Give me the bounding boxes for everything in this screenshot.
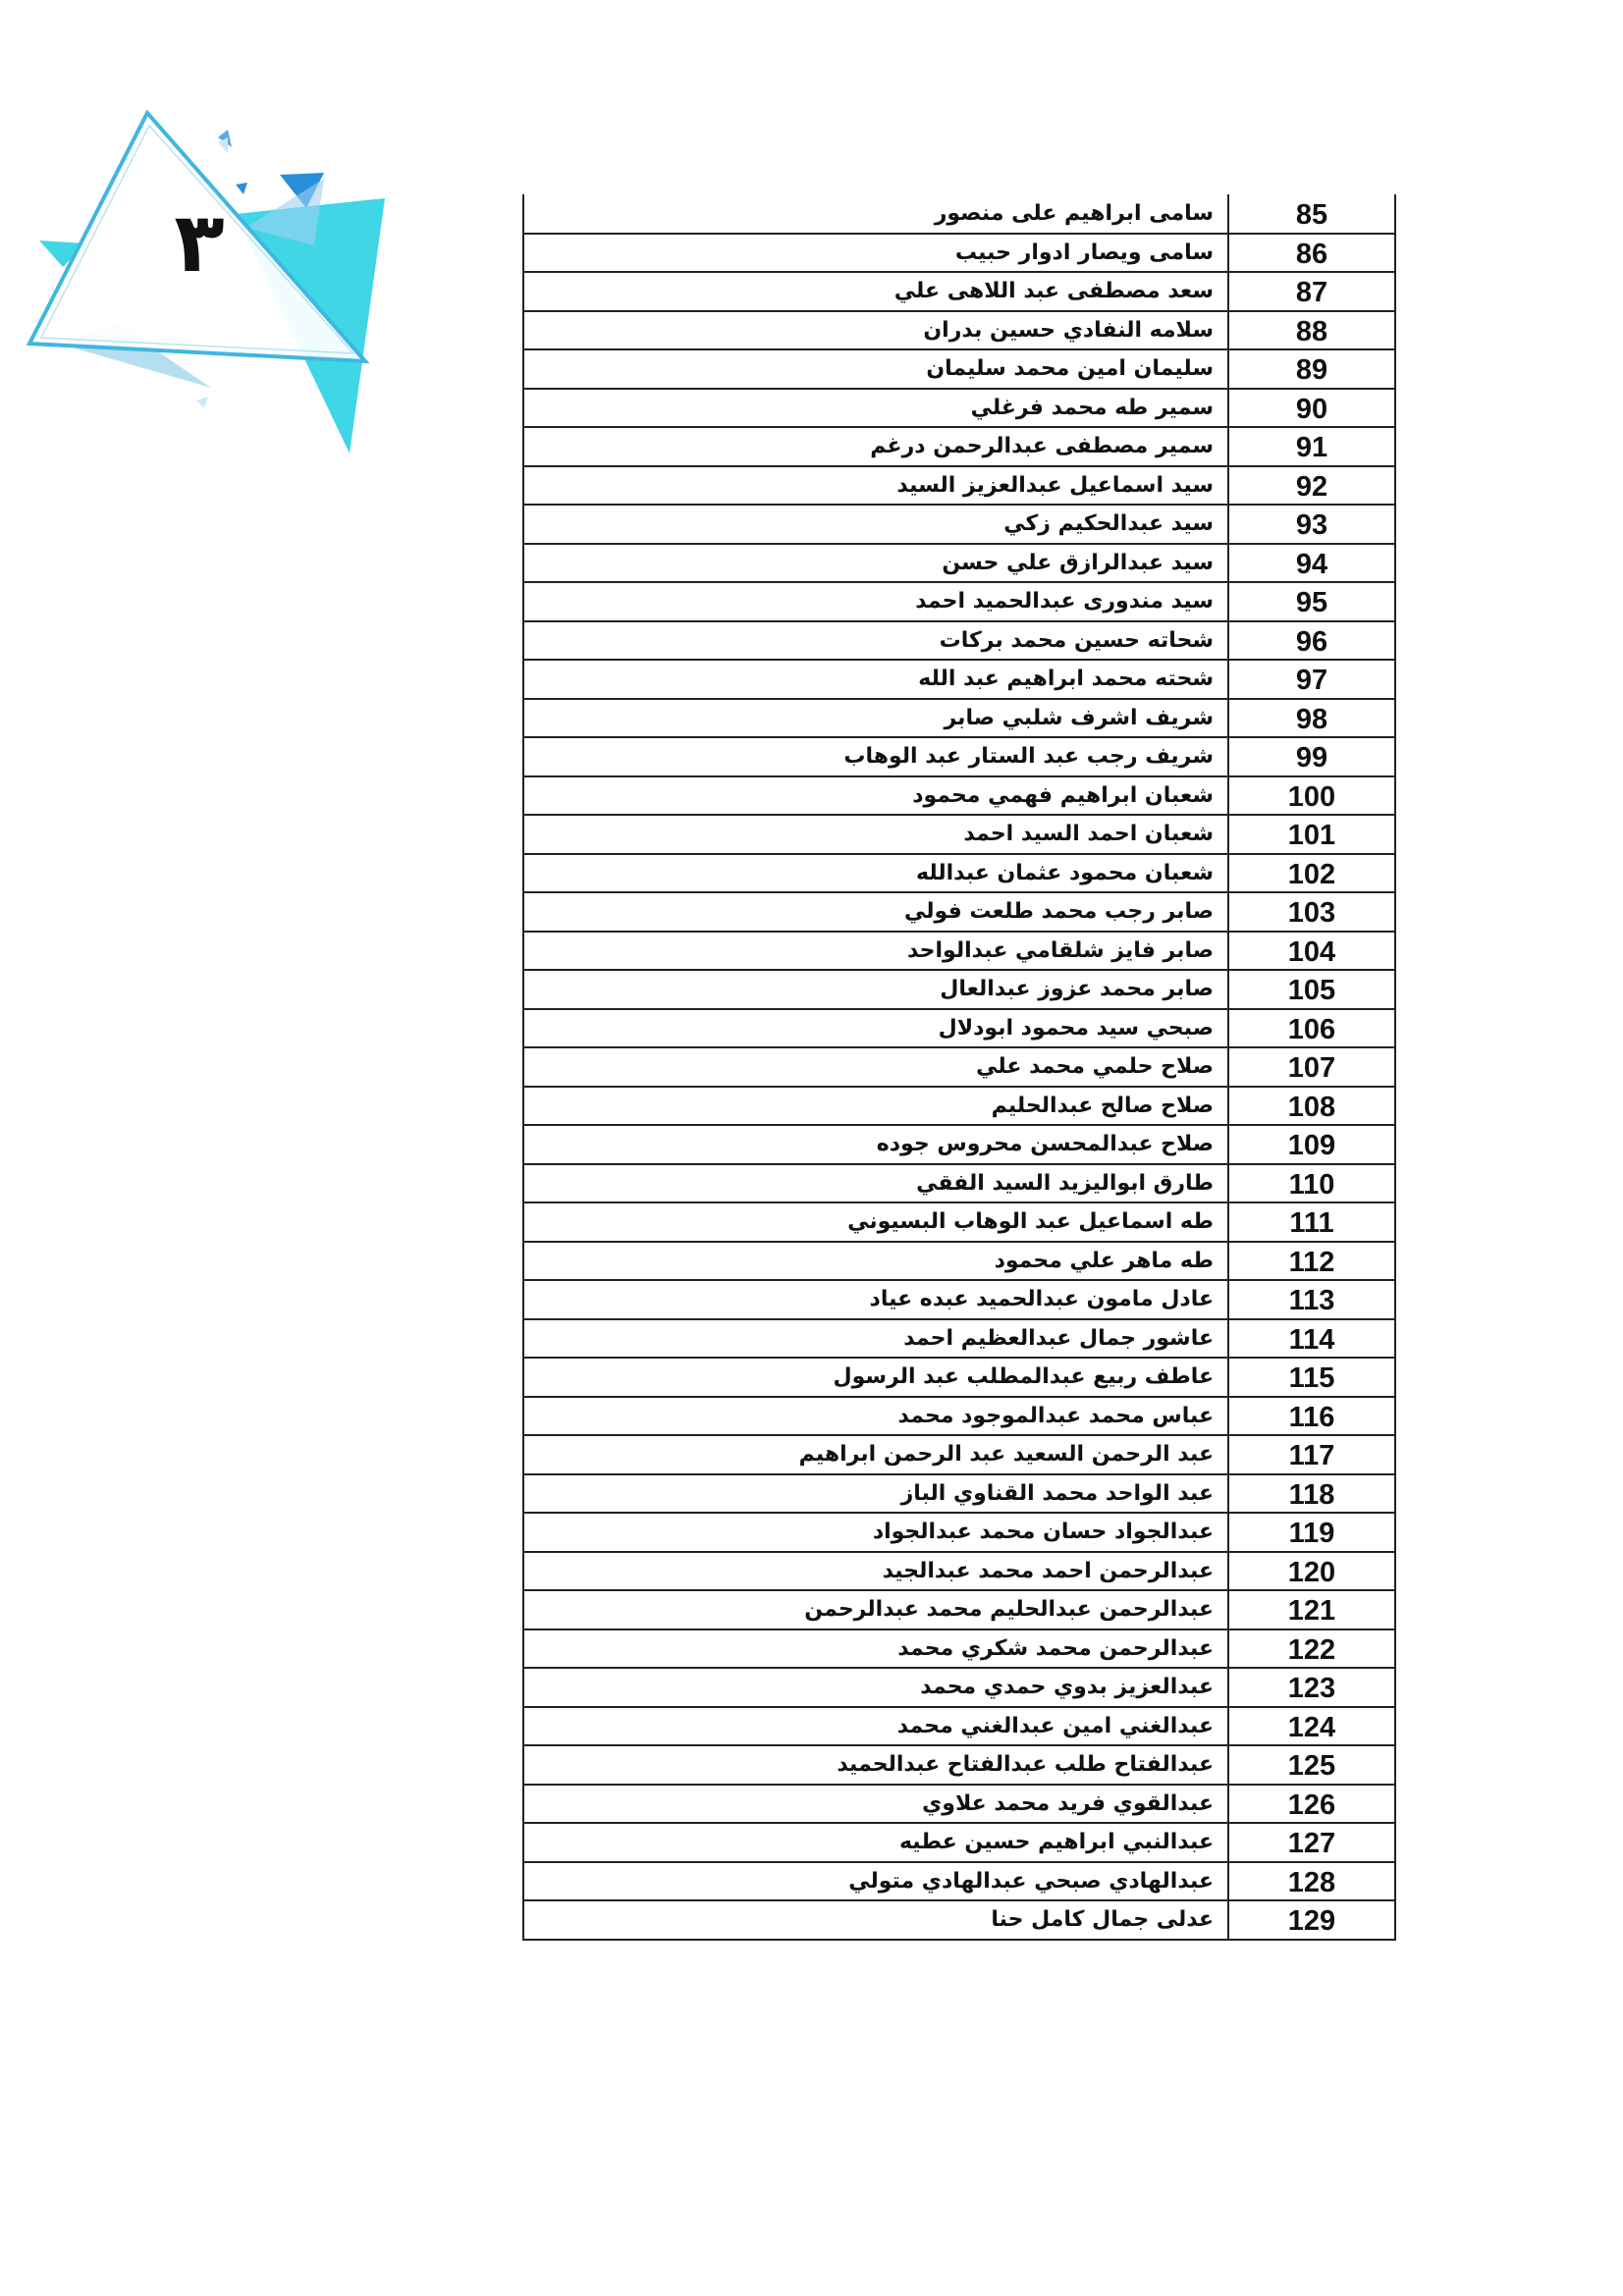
row-name: عدلى جمال كامل حنا (523, 1900, 1228, 1940)
row-number: 121 (1228, 1590, 1395, 1629)
row-name: عبدالرحمن احمد محمد عبدالجيد (523, 1552, 1228, 1591)
row-name: سليمان امين محمد سليمان (523, 349, 1228, 389)
table-row (523, 389, 1395, 428)
table-row (523, 272, 1395, 311)
row-name: صابر فايز شلقامي عبدالواحد (523, 932, 1228, 971)
table-row (523, 1164, 1395, 1203)
row-name: عبدالقوي فريد محمد علاوي (523, 1785, 1228, 1824)
row-name: طه ماهر علي محمود (523, 1242, 1228, 1281)
row-number: 107 (1228, 1047, 1395, 1087)
row-number: 97 (1228, 660, 1395, 699)
row-name: عبدالعزيز بدوي حمدي محمد (523, 1668, 1228, 1707)
row-name: شحته محمد ابراهيم عبد الله (523, 660, 1228, 699)
row-number: 92 (1228, 466, 1395, 506)
table-row (523, 1823, 1395, 1862)
table-row (523, 1397, 1395, 1436)
row-number: 117 (1228, 1435, 1395, 1474)
page-number: ٣ (174, 194, 225, 291)
table-row (523, 1009, 1395, 1048)
row-name: عبدالرحمن عبدالحليم محمد عبدالرحمن (523, 1590, 1228, 1629)
row-name: عبدالغني امين عبدالغني محمد (523, 1707, 1228, 1746)
row-number: 106 (1228, 1009, 1395, 1048)
table-row (523, 1087, 1395, 1126)
row-number: 127 (1228, 1823, 1395, 1862)
table-row (523, 427, 1395, 466)
row-name: صابر رجب محمد طلعت فولي (523, 892, 1228, 932)
row-name: سيد عبدالرازق علي حسن (523, 544, 1228, 583)
table-row (523, 1552, 1395, 1591)
row-name: شعبان ابراهيم فهمي محمود (523, 776, 1228, 816)
table-row (523, 892, 1395, 932)
row-name: عبدالهادي صبحي عبدالهادي متولي (523, 1862, 1228, 1901)
row-name: عاشور جمال عبدالعظيم احمد (523, 1319, 1228, 1359)
table-row (523, 932, 1395, 971)
table-row (523, 970, 1395, 1009)
row-name: سامى ويصار ادوار حبيب (523, 234, 1228, 273)
row-name: صلاح عبدالمحسن محروس جوده (523, 1125, 1228, 1164)
row-name: عبد الرحمن السعيد عبد الرحمن ابراهيم (523, 1435, 1228, 1474)
row-number: 108 (1228, 1087, 1395, 1126)
row-number: 109 (1228, 1125, 1395, 1164)
table-row (523, 194, 1395, 234)
row-number: 96 (1228, 621, 1395, 661)
row-name: سيد عبدالحكيم زكي (523, 505, 1228, 544)
row-number: 124 (1228, 1707, 1395, 1746)
row-name: صابر محمد عزوز عبدالعال (523, 970, 1228, 1009)
row-name: سمير طه محمد فرغلي (523, 389, 1228, 428)
table-row (523, 815, 1395, 854)
row-name: شريف اشرف شلبي صابر (523, 699, 1228, 738)
row-name: عبدالجواد حسان محمد عبدالجواد (523, 1513, 1228, 1552)
table-row (523, 1785, 1395, 1824)
table-row (523, 1125, 1395, 1164)
table-row (523, 582, 1395, 621)
row-number: 129 (1228, 1900, 1395, 1940)
table-body (523, 194, 1395, 1940)
row-number: 115 (1228, 1358, 1395, 1397)
table-row (523, 1474, 1395, 1514)
row-name: صلاح صالح عبدالحليم (523, 1087, 1228, 1126)
table-row (523, 1242, 1395, 1281)
row-name: صبحي سيد محمود ابودلال (523, 1009, 1228, 1048)
row-number: 100 (1228, 776, 1395, 816)
table-row (523, 1590, 1395, 1629)
row-number: 98 (1228, 699, 1395, 738)
row-number: 104 (1228, 932, 1395, 971)
row-name: شريف رجب عبد الستار عبد الوهاب (523, 737, 1228, 776)
table-row (523, 854, 1395, 893)
row-number: 102 (1228, 854, 1395, 893)
table-row (523, 1319, 1395, 1359)
row-number: 119 (1228, 1513, 1395, 1552)
row-name: سمير مصطفى عبدالرحمن درغم (523, 427, 1228, 466)
row-name: عبد الواحد محمد القناوي الباز (523, 1474, 1228, 1514)
row-number: 87 (1228, 272, 1395, 311)
table-row (523, 660, 1395, 699)
row-number: 125 (1228, 1745, 1395, 1785)
row-number: 110 (1228, 1164, 1395, 1203)
row-number: 93 (1228, 505, 1395, 544)
table-row (523, 505, 1395, 544)
row-number: 120 (1228, 1552, 1395, 1591)
table-row (523, 776, 1395, 816)
row-name: شعبان محمود عثمان عبدالله (523, 854, 1228, 893)
table-row (523, 1745, 1395, 1785)
row-number: 122 (1228, 1629, 1395, 1669)
table-row (523, 1862, 1395, 1901)
shard-tiny-2 (196, 397, 208, 408)
row-number: 123 (1228, 1668, 1395, 1707)
row-number: 126 (1228, 1785, 1395, 1824)
table-row (523, 699, 1395, 738)
row-name: سامى ابراهيم على منصور (523, 194, 1228, 234)
table-row (523, 349, 1395, 389)
table-row (523, 466, 1395, 506)
row-name: سعد مصطفى عبد اللاهى علي (523, 272, 1228, 311)
table-row (523, 234, 1395, 273)
table-row (523, 737, 1395, 776)
row-name: عبدالفتاح طلب عبدالفتاح عبدالحميد (523, 1745, 1228, 1785)
row-number: 91 (1228, 427, 1395, 466)
row-number: 99 (1228, 737, 1395, 776)
row-name: عباس محمد عبدالموجود محمد (523, 1397, 1228, 1436)
row-number: 88 (1228, 311, 1395, 350)
row-name: عادل مامون عبدالحميد عبده عياد (523, 1280, 1228, 1319)
row-name: عاطف ربيع عبدالمطلب عبد الرسول (523, 1358, 1228, 1397)
table-row (523, 311, 1395, 350)
table-row (523, 544, 1395, 583)
row-name: عبدالرحمن محمد شكري محمد (523, 1629, 1228, 1669)
row-number: 86 (1228, 234, 1395, 273)
row-number: 116 (1228, 1397, 1395, 1436)
shard-tiny-3 (236, 183, 247, 194)
row-number: 101 (1228, 815, 1395, 854)
row-number: 112 (1228, 1242, 1395, 1281)
row-name: شعبان احمد السيد احمد (523, 815, 1228, 854)
table-row (523, 1900, 1395, 1940)
row-number: 128 (1228, 1862, 1395, 1901)
table-row (523, 1047, 1395, 1087)
row-number: 85 (1228, 194, 1395, 234)
table-row (523, 1358, 1395, 1397)
row-name: عبدالنبي ابراهيم حسين عطيه (523, 1823, 1228, 1862)
row-number: 114 (1228, 1319, 1395, 1359)
table-row (523, 1629, 1395, 1669)
row-number: 90 (1228, 389, 1395, 428)
row-number: 89 (1228, 349, 1395, 389)
table-row (523, 1513, 1395, 1552)
table-row (523, 621, 1395, 661)
row-name: سلامه النفادي حسين بدران (523, 311, 1228, 350)
row-name: طه اسماعيل عبد الوهاب البسيوني (523, 1202, 1228, 1242)
names-table (522, 194, 1396, 1941)
table-row (523, 1707, 1395, 1746)
row-number: 95 (1228, 582, 1395, 621)
table-row (523, 1280, 1395, 1319)
row-number: 105 (1228, 970, 1395, 1009)
row-number: 111 (1228, 1202, 1395, 1242)
table-row (523, 1202, 1395, 1242)
row-name: سيد مندورى عبدالحميد احمد (523, 582, 1228, 621)
row-name: صلاح حلمي محمد علي (523, 1047, 1228, 1087)
row-name: شحاته حسين محمد بركات (523, 621, 1228, 661)
row-number: 118 (1228, 1474, 1395, 1514)
row-name: طارق ابواليزيد السيد الفقي (523, 1164, 1228, 1203)
table-row (523, 1435, 1395, 1474)
row-number: 103 (1228, 892, 1395, 932)
row-name: سيد اسماعيل عبدالعزيز السيد (523, 466, 1228, 506)
table-row (523, 1668, 1395, 1707)
row-number: 94 (1228, 544, 1395, 583)
row-number: 113 (1228, 1280, 1395, 1319)
